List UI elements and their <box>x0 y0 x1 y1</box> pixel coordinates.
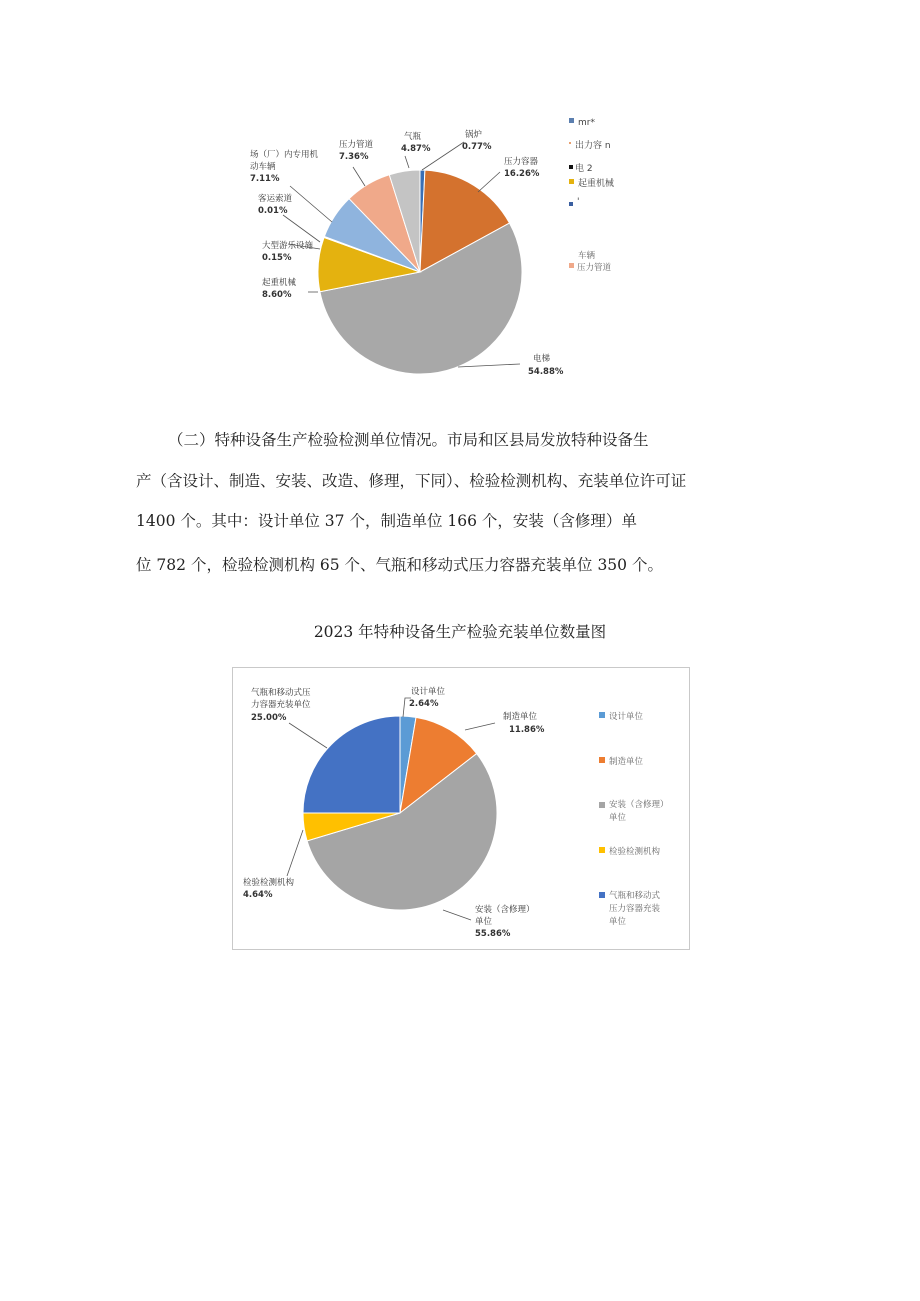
legend2-swatch-1 <box>599 712 605 718</box>
label-anzhuang-name2: 单位 <box>475 917 493 927</box>
legend2-item-4: 检验检测机构 <box>609 847 661 857</box>
legend2-item-2: 制造单位 <box>609 757 644 767</box>
label-rongqi-name: 压力容器 <box>504 157 539 167</box>
label-dianti-pct: 54.88% <box>528 367 564 377</box>
label-qiping-pct: 4.87% <box>401 144 431 154</box>
leader-guandao <box>353 167 365 186</box>
leader-qiping <box>405 156 409 168</box>
label-anzhuang-pct: 55.86% <box>475 929 511 939</box>
leader-cheliang <box>290 186 332 222</box>
legend2-item-3a: 安装（含修理） <box>609 800 669 810</box>
label-suodao-pct: 0.01% <box>258 206 288 216</box>
pie2-slices <box>303 716 497 910</box>
label-chongzhuang-name1: 气瓶和移动式压 <box>251 688 311 698</box>
label-guolu-pct: 0.77% <box>462 142 492 152</box>
leader-zhizao <box>465 723 495 730</box>
legend-swatch-4 <box>569 179 574 184</box>
leader-dianti <box>458 364 520 367</box>
pie1-legend <box>569 118 614 273</box>
legend-item-1: mr* <box>578 118 595 128</box>
legend2-item-3b: 单位 <box>609 813 627 823</box>
legend-swatch-3 <box>569 165 573 169</box>
label-chongzhuang-name2: 力容器充装单位 <box>251 700 311 710</box>
label-guandao-name: 压力管道 <box>339 140 374 150</box>
equipment-pie-svg <box>228 112 648 397</box>
label-qiping-name: 气瓶 <box>404 132 422 142</box>
label-dianti-name: 电梯 <box>533 354 551 364</box>
legend2-swatch-4 <box>599 847 605 853</box>
label-zhizao-name: 制造单位 <box>503 712 538 722</box>
label-guolu-name: 锅炉 <box>465 130 483 140</box>
leader-jianyan <box>287 830 303 876</box>
legend2-item-5a: 气瓶和移动式 <box>609 891 661 901</box>
label-rongqi-pct: 16.26% <box>504 169 540 179</box>
paragraph-line-4: 位 782 个，检验检测机构 65 个、气瓶和移动式压力容器充装单位 350 个。 <box>136 556 663 574</box>
label-suodao-name: 客运索道 <box>258 194 293 204</box>
leader-chongzhuang <box>289 723 327 748</box>
legend-swatch-2 <box>569 142 571 144</box>
leader-anzhuang <box>443 910 471 920</box>
pie1-slices <box>318 170 522 374</box>
label-youle-name: 大型游乐设施 <box>262 241 314 251</box>
paragraph-line-2: 产（含设计、制造、安装、改造、修理，下同）、检验检测机构、充装单位许可证 <box>136 472 687 490</box>
legend2-item-5c: 单位 <box>609 917 627 927</box>
label-youle-pct: 0.15% <box>262 253 292 263</box>
leader-suodao <box>283 215 320 242</box>
label-qizhong-pct: 8.60% <box>262 290 292 300</box>
label-cheliang-pct: 7.11% <box>250 174 280 184</box>
pie2-legend <box>599 711 669 927</box>
legend2-item-1: 设计单位 <box>609 712 644 722</box>
legend-item-7: 压力管道 <box>577 263 612 273</box>
legend-item-3: 电 2 <box>575 164 593 174</box>
label-anzhuang-name1: 安装（含修理） <box>475 905 535 915</box>
pie2-slice-5 <box>303 716 400 813</box>
legend-swatch-5 <box>569 202 573 206</box>
units-pie-svg <box>233 668 691 951</box>
label-guandao-pct: 7.36% <box>339 152 369 162</box>
label-cheliang-name1: 场（厂）内专用机 <box>250 150 319 160</box>
label-sheji-pct: 2.64% <box>409 699 439 709</box>
legend-item-6: 车辆 <box>578 251 596 261</box>
chart-title: 2023 年特种设备生产检验充装单位数量图 <box>313 623 607 641</box>
units-pie-chart <box>232 667 690 950</box>
leader-rongqi <box>478 172 500 192</box>
legend-item-5: ' <box>577 197 580 207</box>
legend2-swatch-5 <box>599 892 605 898</box>
legend-item-2: 出力容 n <box>575 141 611 151</box>
label-cheliang-name2: 动车辆 <box>250 162 276 172</box>
label-sheji-name: 设计单位 <box>411 687 446 697</box>
legend2-item-5b: 压力容器充装 <box>609 904 661 914</box>
paragraph-line-1: （二）特种设备生产检验检测单位情况。市局和区县局发放特种设备生 <box>168 431 649 449</box>
legend-item-4: 起重机械 <box>578 179 615 189</box>
legend2-swatch-2 <box>599 757 605 763</box>
paragraph-line-3: 1400 个。其中：设计单位 37 个，制造单位 166 个，安装（含修理）单 <box>136 512 637 530</box>
legend-swatch-1 <box>569 118 574 123</box>
legend-swatch-7 <box>569 263 574 268</box>
equipment-pie-chart <box>228 112 648 397</box>
legend2-swatch-3 <box>599 802 605 808</box>
label-zhizao-pct: 11.86% <box>509 725 545 735</box>
label-qizhong-name: 起重机械 <box>262 278 297 288</box>
label-jianyan-pct: 4.64% <box>243 890 273 900</box>
label-chongzhuang-pct: 25.00% <box>251 713 287 723</box>
label-jianyan-name: 检验检测机构 <box>243 878 295 888</box>
